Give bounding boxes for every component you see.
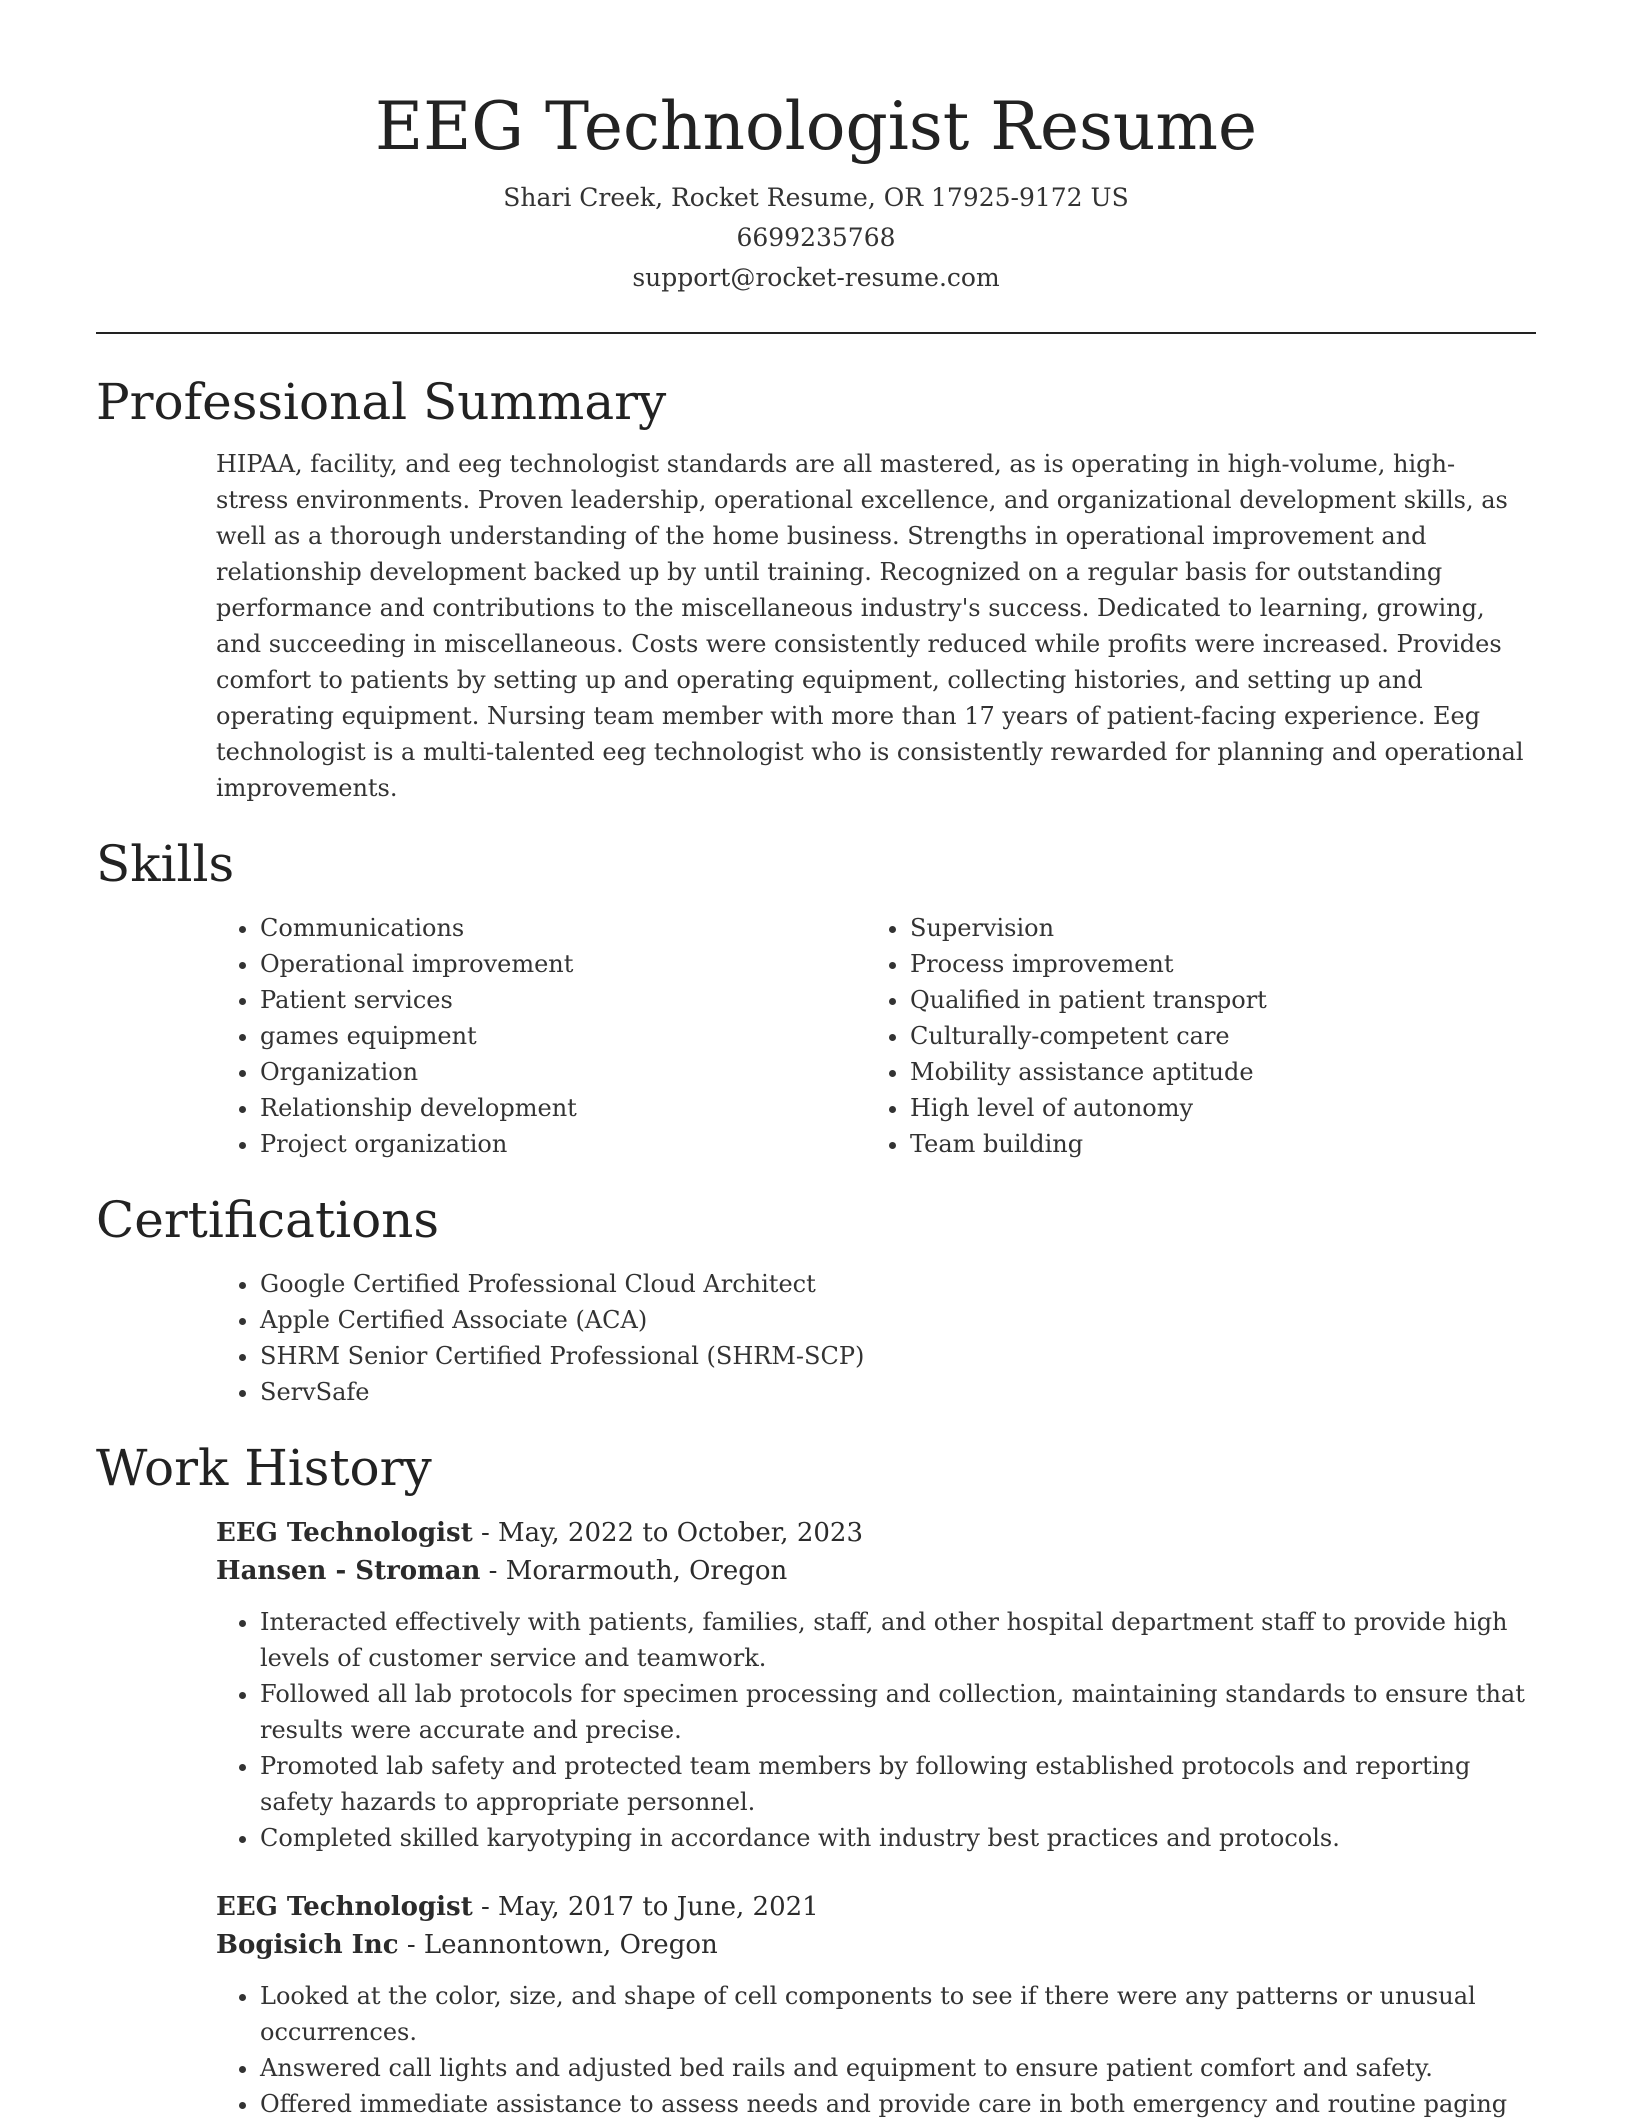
resume-page <box>96 0 1536 2122</box>
skills-columns <box>216 910 1536 1162</box>
contact-email: support@rocket-resume.com <box>632 263 1000 292</box>
list-item: • Team building <box>910 1126 1516 1162</box>
contact-address: Shari Creek, Rocket Resume, OR 17925-9172 US <box>503 183 1129 212</box>
job-title: EEG Technologist <box>216 1518 473 1548</box>
list-item: • Process improvement <box>910 946 1516 982</box>
list-item: • Project organization <box>260 1126 866 1162</box>
work-history-section <box>96 1436 1536 2122</box>
skills-section <box>96 832 1536 1162</box>
list-item: • Patient services <box>260 982 866 1018</box>
list-item: • Followed all lab protocols for specimen processing and collection, maintaining standards to ensure that results were accurate and precise. <box>260 1676 1536 1748</box>
list-item: • Answered call lights and adjusted bed rails and equipment to ensure patient comfort and safety. <box>260 2050 1536 2086</box>
list-item: • Communications <box>260 910 866 946</box>
header-divider <box>96 332 1536 334</box>
job-title-line <box>216 1514 1536 1552</box>
job-dates: - May, 2017 to June, 2021 <box>472 1892 819 1922</box>
list-item: • Looked at the color, size, and shape of cell components to see if there were any patterns or unusual occurrences. <box>260 1978 1536 2050</box>
job-bullets <box>216 1978 1536 2122</box>
list-item: • Apple Certified Associate (ACA) <box>260 1302 1536 1338</box>
list-item: • Interacted effectively with patients, families, staff, and other hospital department staff to provide high levels of customer service and teamwork. <box>260 1604 1536 1676</box>
job-title: EEG Technologist <box>216 1892 473 1922</box>
summary-section <box>96 370 1536 806</box>
list-item: • Google Certified Professional Cloud Architect <box>260 1266 1536 1302</box>
job-company-line <box>216 1926 1536 1964</box>
page-title: EEG Technologist Resume <box>374 88 1258 165</box>
job-company: Hansen - Stroman <box>216 1556 481 1586</box>
list-item: • games equipment <box>260 1018 866 1054</box>
list-item: • Mobility assistance aptitude <box>910 1054 1516 1090</box>
summary-heading: Professional Summary <box>96 373 667 431</box>
skills-list-right <box>866 910 1516 1162</box>
list-item: • Qualified in patient transport <box>910 982 1516 1018</box>
list-item: • Relationship development <box>260 1090 866 1126</box>
skills-column-right <box>866 910 1516 1162</box>
job-bullets <box>216 1604 1536 1856</box>
list-item: • High level of autonomy <box>910 1090 1516 1126</box>
list-item: • Organization <box>260 1054 866 1090</box>
job-entry <box>216 1514 1536 1856</box>
skills-list-left <box>216 910 866 1162</box>
job-dates: - May, 2022 to October, 2023 <box>472 1518 863 1548</box>
skills-heading: Skills <box>96 835 235 893</box>
skills-column-left <box>216 910 866 1162</box>
list-item: • SHRM Senior Certified Professional (SHRM-SCP) <box>260 1338 1536 1374</box>
certifications-wrap <box>216 1266 1536 1410</box>
list-item: • Completed skilled karyotyping in accordance with industry best practices and protocols. <box>260 1820 1536 1856</box>
certifications-section <box>96 1188 1536 1410</box>
list-item: • ServSafe <box>260 1374 1536 1410</box>
resume-header <box>96 0 1536 298</box>
summary-text: HIPAA, facility, and eeg technologist standards are all mastered, as is operating in high-volume, high-stress environments. Proven leadership, operational excellence, and organizational development skills, as well as a thorough understanding of the home business. Strengths in operational improvement and relationship development backed up by until training. Recognized on a regular basis for outstanding performance and contributions to the miscellaneous industry's success. Dedicated to learning, growing, and succeeding in miscellaneous. Costs were consistently reduced while profits were increased. Provides comfort to patients by setting up and operating equipment, collecting histories, and setting up and operating equipment. Nursing team member with more than 17 years of patient-facing experience. Eeg technologist is a multi-talented eeg technologist who is consistently rewarded for planning and operational improvements. <box>216 450 1524 802</box>
job-location: - Morarmouth, Oregon <box>480 1556 788 1586</box>
job-title-line <box>216 1888 1536 1926</box>
list-item: • Offered immediate assistance to assess needs and provide care in both emergency and routine paging <box>260 2086 1536 2122</box>
certifications-heading: Certifications <box>96 1191 440 1249</box>
contact-phone: 6699235768 <box>736 223 896 252</box>
work-history-heading: Work History <box>96 1439 432 1497</box>
job-company: Bogisich Inc <box>216 1930 399 1960</box>
certifications-list <box>216 1266 1536 1410</box>
list-item: • Culturally-competent care <box>910 1018 1516 1054</box>
job-entry <box>216 1888 1536 2122</box>
list-item: • Promoted lab safety and protected team members by following established protocols and reporting safety hazards to appropriate personnel. <box>260 1748 1536 1820</box>
list-item: • Supervision <box>910 910 1516 946</box>
list-item: • Operational improvement <box>260 946 866 982</box>
job-location: - Leannontown, Oregon <box>398 1930 718 1960</box>
job-company-line <box>216 1552 1536 1590</box>
